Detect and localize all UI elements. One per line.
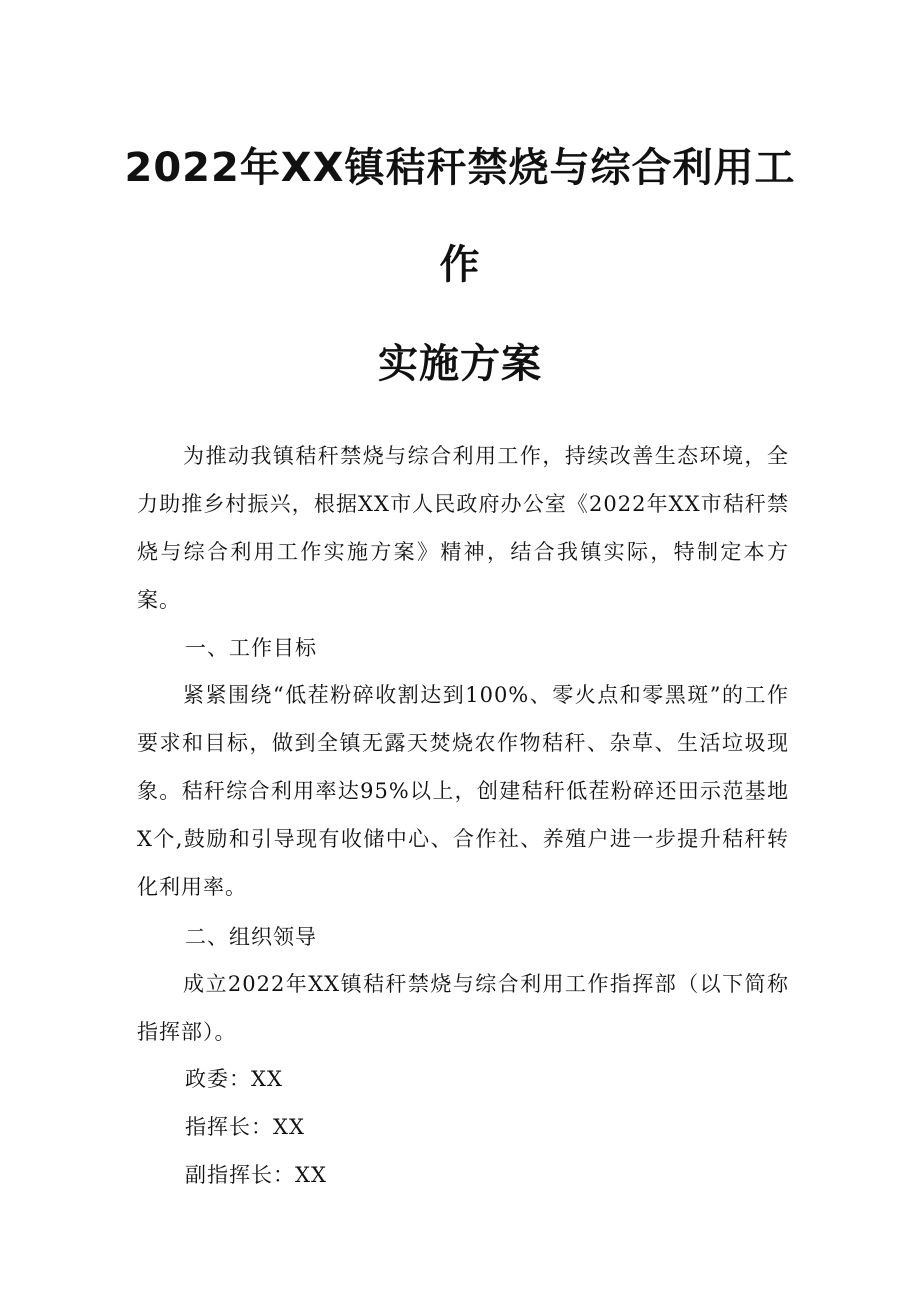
intro-paragraph: 为推动我镇秸秆禁烧与综合利用工作，持续改善生态环境，全力助推乡村振兴，根据XX市人民政府办公室《2022年XX市秸秆禁烧与综合利用工作实施方案》精神，结合我镇实际，特制定本方案。 [137,444,789,612]
organization-paragraph: 成立2022年XX镇秸秆禁烧与综合利用工作指挥部（以下简称指挥部）。 [137,972,789,1044]
section-heading-goals: 一、工作目标 [185,636,317,660]
goals-paragraph: 紧紧围绕“低茬粉碎收割达到100%、零火点和零黑斑”的工作要求和目标，做到全镇无露天焚烧农作物秸秆、杂草、生活垃圾现象。秸秆综合利用率达95%以上，创建秸秆低茬粉碎还田示范基地X个,鼓励和引导现有收储中心、合作社、养殖户进一步提升秸秆转化利用率。 [137,683,789,899]
section-heading-organization: 二、组织领导 [185,925,317,949]
document-subtitle: 实施方案 [378,341,542,387]
role-line: 副指挥长：XX [185,1163,327,1187]
role-line: 指挥长：XX [185,1115,305,1139]
document-title-line-2: 作 [439,242,481,288]
document-title-line-1: 2022年XX镇秸秆禁烧与综合利用工 [124,145,796,191]
role-line: 政委：XX [185,1067,283,1091]
